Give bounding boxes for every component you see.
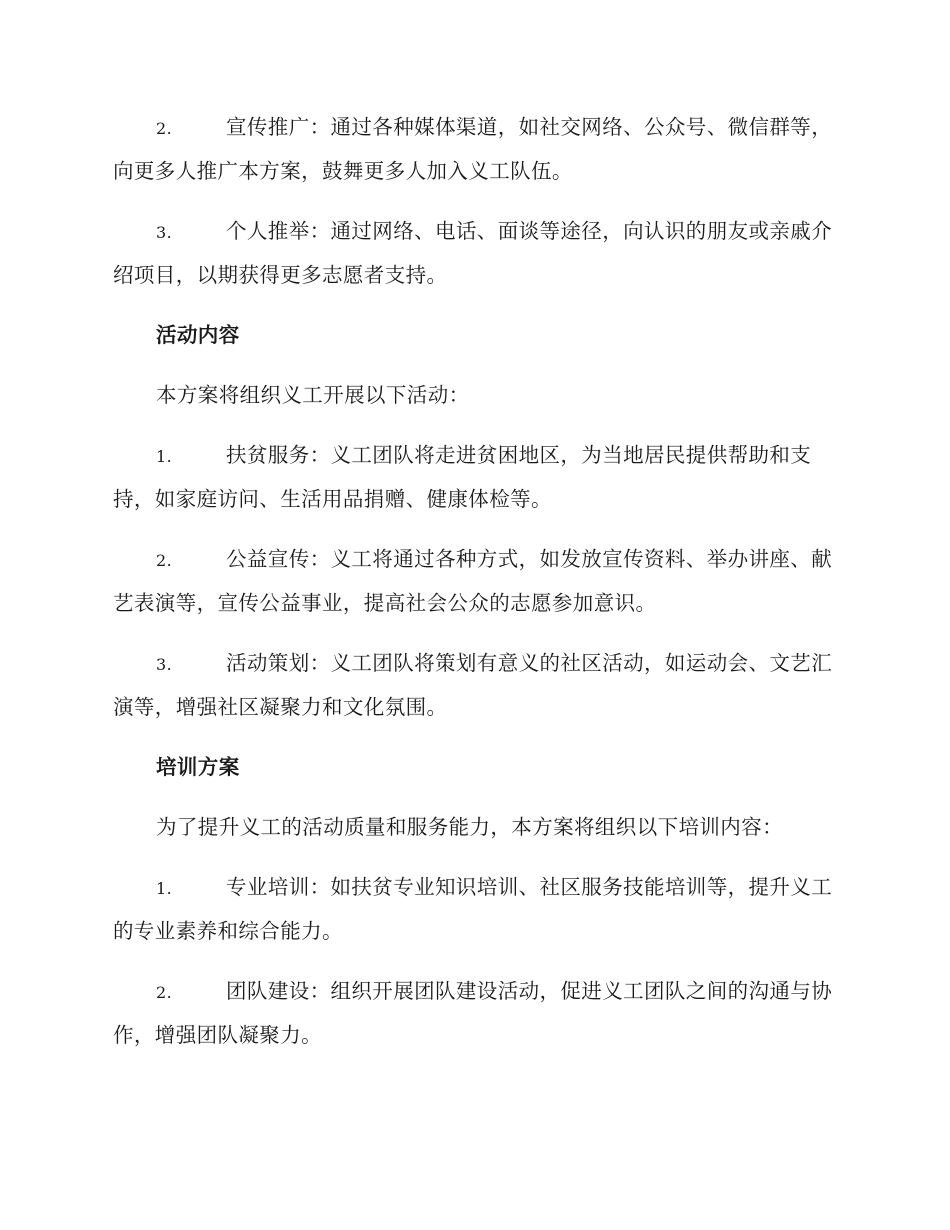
list-text: 个人推举：通过网络、电话、面谈等途径，向认识的朋友或亲戚介绍项目，以期获得更多志愿者支持。 bbox=[113, 219, 833, 287]
list-item-poverty-service bbox=[113, 434, 835, 521]
section-intro-training: 为了提升义工的活动质量和服务能力，本方案将组织以下培训内容： bbox=[156, 815, 783, 839]
list-number: 3. bbox=[156, 655, 173, 674]
list-number: 2. bbox=[156, 551, 173, 570]
list-text: 专业培训：如扶贫专业知识培训、社区服务技能培训等，提升义工的专业素养和综合能力。 bbox=[113, 875, 833, 943]
list-item-public-promotion bbox=[113, 538, 835, 625]
list-item-team-building bbox=[113, 970, 835, 1057]
list-item-recommendation bbox=[113, 210, 835, 297]
list-text: 宣传推广：通过各种媒体渠道，如社交网络、公众号、微信群等，向更多人推广本方案，鼓舞更多人加入义工队伍。 bbox=[113, 115, 833, 183]
list-number: 3. bbox=[156, 223, 173, 242]
list-text: 公益宣传：义工将通过各种方式，如发放宣传资料、举办讲座、献艺表演等，宣传公益事业，提高社会公众的志愿参加意识。 bbox=[113, 547, 833, 615]
list-item-event-planning bbox=[113, 642, 835, 729]
list-number: 2. bbox=[156, 119, 173, 138]
list-text: 扶贫服务：义工团队将走进贫困地区，为当地居民提供帮助和支持，如家庭访问、生活用品捐赠、健康体检等。 bbox=[113, 443, 812, 511]
section-heading-training: 培训方案 bbox=[156, 755, 240, 779]
list-item-professional-training bbox=[113, 866, 835, 953]
list-number: 2. bbox=[156, 983, 173, 1002]
section-heading-activities: 活动内容 bbox=[156, 323, 240, 347]
list-number: 1. bbox=[156, 879, 173, 898]
document-body bbox=[113, 106, 835, 1074]
list-text: 活动策划：义工团队将策划有意义的社区活动，如运动会、文艺汇演等，增强社区凝聚力和文化氛围。 bbox=[113, 651, 833, 719]
section-intro-activities: 本方案将组织义工开展以下活动： bbox=[156, 383, 470, 407]
list-item-promotion bbox=[113, 106, 835, 193]
list-text: 团队建设：组织开展团队建设活动，促进义工团队之间的沟通与协作，增强团队凝聚力。 bbox=[113, 979, 833, 1047]
list-number: 1. bbox=[156, 447, 173, 466]
